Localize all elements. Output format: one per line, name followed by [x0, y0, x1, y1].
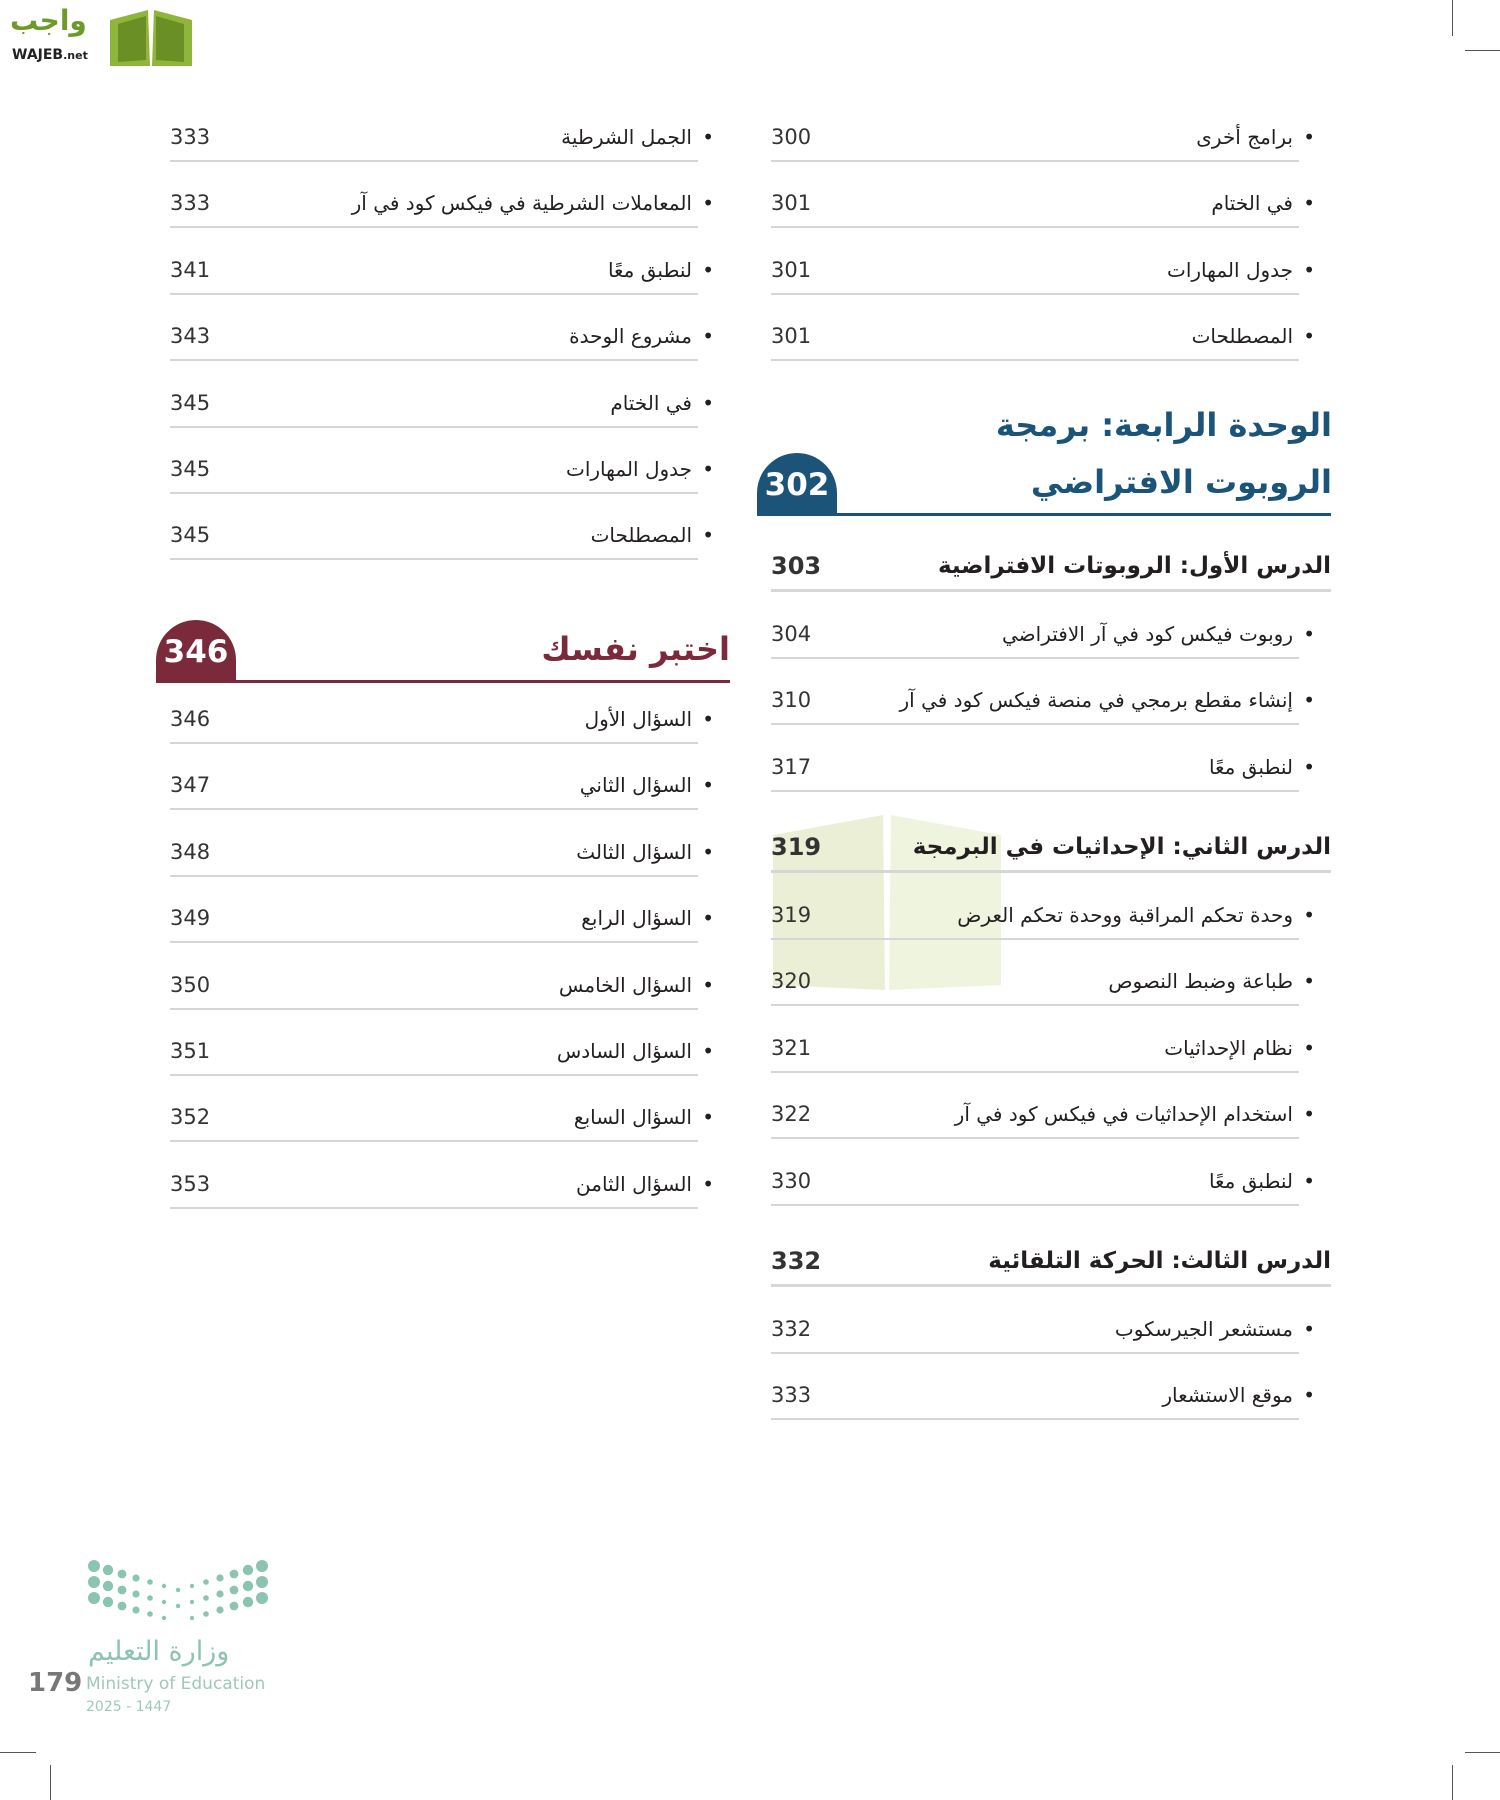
- emblem-dot: [88, 1592, 100, 1604]
- entry-label: السؤال الرابع: [581, 906, 692, 931]
- page-number-ref: 320: [771, 969, 812, 994]
- page-number-ref: 353: [170, 1171, 211, 1196]
- entry-label: في الختام: [610, 390, 692, 415]
- emblem-dot: [103, 1597, 113, 1607]
- entry-label: السؤال الثالث: [576, 839, 692, 864]
- ministry-arabic: وزارة التعليم: [88, 1636, 230, 1667]
- row-divider: [771, 1004, 1299, 1006]
- row-divider: [170, 941, 698, 943]
- toc-entry[interactable]: [170, 704, 714, 744]
- toc-entry[interactable]: [170, 903, 714, 943]
- row-divider: [170, 359, 698, 361]
- entry-label: موقع الاستشعار: [1162, 1383, 1293, 1408]
- page-number-ref: 345: [170, 523, 211, 548]
- page-number-ref: 330: [771, 1168, 812, 1193]
- page-number-ref: 333: [771, 1383, 812, 1408]
- entry-label: جدول المهارات: [1167, 257, 1293, 282]
- page-number-ref: 352: [170, 1105, 211, 1130]
- entry-label: السؤال الأول: [584, 707, 692, 731]
- toc-entry[interactable]: [170, 837, 714, 877]
- emblem-dot: [132, 1590, 139, 1597]
- emblem-dot: [216, 1590, 223, 1597]
- row-divider: [771, 938, 1299, 940]
- bullet-icon: •: [1303, 257, 1315, 282]
- row-divider: [170, 293, 698, 295]
- bullet-icon: •: [702, 457, 714, 481]
- emblem-dot: [88, 1576, 100, 1588]
- page-number-ref: 332: [771, 1317, 812, 1341]
- toc-entry[interactable]: [170, 188, 714, 228]
- entry-label: مشروع الوحدة: [569, 324, 692, 349]
- emblem-dot: [243, 1565, 253, 1575]
- toc-entry[interactable]: [170, 520, 714, 560]
- bullet-icon: •: [702, 191, 714, 216]
- page-number-ref: 350: [170, 972, 211, 997]
- row-divider: [170, 1207, 698, 1209]
- emblem-dot: [216, 1606, 223, 1613]
- bullet-icon: •: [1303, 191, 1315, 216]
- book-icon: [106, 6, 196, 68]
- row-divider: [771, 1352, 1299, 1354]
- row-divider: [170, 1008, 698, 1010]
- lesson-heading[interactable]: [771, 551, 1331, 591]
- emblem-dot: [256, 1576, 268, 1588]
- toc-entry[interactable]: [771, 255, 1315, 295]
- bullet-icon: •: [1303, 1035, 1315, 1060]
- page-number-ref: 301: [771, 257, 812, 282]
- test-underline: [156, 680, 730, 683]
- bullet-icon: •: [702, 257, 714, 282]
- emblem-dot: [147, 1595, 153, 1601]
- entry-label: السؤال الخامس: [558, 972, 692, 997]
- bullet-icon: •: [702, 906, 714, 931]
- page-number-ref: 304: [771, 622, 812, 646]
- toc-entry[interactable]: [170, 454, 714, 494]
- page-number-ref: 348: [170, 839, 211, 864]
- emblem-dot: [176, 1604, 180, 1608]
- page-number: 179: [28, 1668, 83, 1698]
- test-title: اختبر نفسك: [541, 630, 730, 668]
- toc-entry[interactable]: [170, 321, 714, 361]
- emblem-dot: [162, 1616, 166, 1620]
- lesson-heading[interactable]: [771, 832, 1331, 872]
- crop-mark: [1452, 1765, 1453, 1800]
- bullet-icon: •: [702, 390, 714, 415]
- emblem-dot: [118, 1586, 127, 1595]
- bullet-icon: •: [1303, 1102, 1315, 1127]
- page-number-ref: 301: [771, 324, 812, 349]
- toc-entry[interactable]: [771, 966, 1315, 1006]
- page-number-ref: 321: [771, 1035, 812, 1060]
- row-divider: [170, 558, 698, 560]
- page-number-ref: 319: [771, 903, 812, 927]
- unit-title-line1: الوحدة الرابعة: برمجة: [995, 406, 1332, 444]
- toc-entry[interactable]: [771, 619, 1315, 659]
- bullet-icon: •: [702, 839, 714, 864]
- row-divider: [170, 426, 698, 428]
- bullet-icon: •: [1303, 324, 1315, 349]
- entry-label: لنطبق معًا: [607, 257, 692, 282]
- entry-label: لنطبق معًا: [1208, 1168, 1293, 1193]
- row-divider: [771, 1137, 1299, 1139]
- toc-entry[interactable]: [170, 1102, 714, 1142]
- emblem-dot: [243, 1581, 253, 1591]
- toc-entry[interactable]: [771, 1166, 1315, 1206]
- row-divider: [170, 808, 698, 810]
- bullet-icon: •: [1303, 125, 1315, 149]
- toc-entry[interactable]: [771, 122, 1315, 162]
- row-divider: [771, 870, 1331, 873]
- crop-mark: [1465, 50, 1500, 51]
- lesson-title: الدرس الأول: الروبوتات الافتراضية: [937, 553, 1331, 579]
- entry-label: مستشعر الجيرسكوب: [1114, 1317, 1293, 1341]
- logo-latin: WAJEB.net: [12, 47, 88, 63]
- entry-label: السؤال السابع: [573, 1105, 692, 1130]
- emblem-dot: [203, 1611, 209, 1617]
- bullet-icon: •: [702, 707, 714, 731]
- test-page-badge[interactable]: 346: [156, 620, 236, 683]
- row-divider: [771, 1284, 1331, 1287]
- unit-title-line2: الروبوت الافتراضي: [1030, 463, 1332, 501]
- emblem-dot: [103, 1565, 113, 1575]
- entry-label: في الختام: [1211, 191, 1293, 216]
- emblem-dot: [230, 1570, 239, 1579]
- page-number-ref: 345: [170, 390, 211, 415]
- ministry-english: Ministry of Education: [86, 1674, 266, 1694]
- emblem-dot: [230, 1586, 239, 1595]
- page-number-ref: 347: [170, 773, 211, 798]
- emblem-dot: [162, 1584, 166, 1588]
- unit-underline: [757, 513, 1331, 516]
- toc-entry[interactable]: [170, 122, 714, 162]
- row-divider: [771, 657, 1299, 659]
- entry-label: المصطلحات: [1191, 324, 1293, 349]
- toc-entry[interactable]: [170, 970, 714, 1010]
- year: 2025 - 1447: [86, 1699, 172, 1715]
- bullet-icon: •: [702, 1105, 714, 1130]
- row-divider: [771, 226, 1299, 228]
- toc-entry[interactable]: [771, 1314, 1315, 1354]
- entry-label: طباعة وضبط النصوص: [1108, 969, 1293, 994]
- row-divider: [170, 226, 698, 228]
- row-divider: [771, 1418, 1299, 1420]
- page-number-ref: 301: [771, 191, 812, 216]
- page-number-ref: 346: [170, 707, 211, 731]
- toc-entry[interactable]: [170, 1169, 714, 1209]
- lesson-title: الدرس الثالث: الحركة التلقائية: [988, 1248, 1331, 1274]
- page-number-ref: 343: [170, 324, 211, 349]
- row-divider: [771, 160, 1299, 162]
- emblem-dot: [118, 1602, 127, 1611]
- row-divider: [771, 589, 1331, 592]
- page-number-ref: 303: [771, 552, 822, 580]
- toc-entry[interactable]: [771, 1099, 1315, 1139]
- page-number-ref: 341: [170, 257, 211, 282]
- ministry-logo: [86, 1558, 276, 1728]
- emblem-dot: [256, 1560, 268, 1572]
- lesson-heading[interactable]: [771, 1246, 1331, 1286]
- entry-label: جدول المهارات: [566, 457, 692, 481]
- entry-label: برامج أخرى: [1196, 125, 1293, 149]
- emblem-dot: [103, 1581, 113, 1591]
- row-divider: [771, 790, 1299, 792]
- toc-entry[interactable]: [170, 1036, 714, 1076]
- toc-entry[interactable]: [170, 255, 714, 295]
- entry-label: وحدة تحكم المراقبة ووحدة تحكم العرض: [957, 903, 1293, 927]
- row-divider: [771, 723, 1299, 725]
- toc-entry[interactable]: [771, 752, 1315, 792]
- page-number-ref: 319: [771, 833, 822, 861]
- page-number-ref: 322: [771, 1102, 812, 1127]
- bullet-icon: •: [702, 1039, 714, 1063]
- bullet-icon: •: [1303, 1383, 1315, 1408]
- entry-label: السؤال السادس: [556, 1039, 692, 1063]
- emblem-dot: [203, 1595, 209, 1601]
- entry-label: لنطبق معًا: [1208, 754, 1293, 779]
- entry-label: المعاملات الشرطية في فيكس كود في آر: [351, 191, 692, 216]
- entry-label: نظام الإحداثيات: [1164, 1035, 1293, 1060]
- bullet-icon: •: [702, 125, 714, 149]
- toc-entry[interactable]: [771, 321, 1315, 361]
- emblem-dot: [203, 1579, 209, 1585]
- emblem-dot: [88, 1560, 100, 1572]
- page-number-ref: 349: [170, 906, 211, 931]
- row-divider: [170, 1074, 698, 1076]
- page-number-ref: 345: [170, 457, 211, 481]
- bullet-icon: •: [702, 1171, 714, 1196]
- bullet-icon: •: [702, 773, 714, 798]
- toc-entry[interactable]: [771, 900, 1315, 940]
- ministry-dots-emblem: [86, 1558, 270, 1620]
- page-number-ref: 332: [771, 1247, 822, 1275]
- logo-arabic: واجب: [10, 4, 87, 37]
- toc-entry[interactable]: [771, 685, 1315, 725]
- emblem-dot: [243, 1597, 253, 1607]
- row-divider: [771, 293, 1299, 295]
- row-divider: [170, 1140, 698, 1142]
- entry-label: السؤال الثاني: [579, 773, 692, 798]
- row-divider: [170, 875, 698, 877]
- emblem-dot: [256, 1592, 268, 1604]
- lesson-title: الدرس الثاني: الإحداثيات في البرمجة: [912, 834, 1331, 860]
- emblem-dot: [230, 1602, 239, 1611]
- wajeb-logo[interactable]: [10, 4, 190, 68]
- toc-entry[interactable]: [170, 770, 714, 810]
- crop-mark: [1452, 0, 1453, 36]
- entry-label: المصطلحات: [590, 523, 692, 548]
- row-divider: [771, 359, 1299, 361]
- entry-label: إنشاء مقطع برمجي في منصة فيكس كود في آر: [899, 688, 1293, 713]
- crop-mark: [50, 1765, 51, 1800]
- entry-label: استخدام الإحداثيات في فيكس كود في آر: [954, 1102, 1293, 1127]
- toc-entry[interactable]: [771, 1033, 1315, 1073]
- bullet-icon: •: [1303, 969, 1315, 994]
- emblem-dot: [216, 1574, 223, 1581]
- page-number-ref: 351: [170, 1039, 211, 1063]
- page-number-ref: 317: [771, 754, 812, 779]
- row-divider: [771, 1071, 1299, 1073]
- page-number-ref: 300: [771, 125, 812, 149]
- emblem-dot: [162, 1600, 166, 1604]
- bullet-icon: •: [702, 324, 714, 349]
- entry-label: السؤال الثامن: [576, 1171, 692, 1196]
- emblem-dot: [190, 1600, 194, 1604]
- crop-mark: [0, 1752, 36, 1753]
- emblem-dot: [190, 1584, 194, 1588]
- emblem-dot: [118, 1570, 127, 1579]
- row-divider: [170, 160, 698, 162]
- toc-entry[interactable]: [771, 1380, 1315, 1420]
- bullet-icon: •: [702, 972, 714, 997]
- page-number-ref: 310: [771, 688, 812, 713]
- row-divider: [170, 742, 698, 744]
- entry-label: روبوت فيكس كود في آر الافتراضي: [1002, 622, 1293, 646]
- unit-page-badge[interactable]: 302: [757, 453, 837, 516]
- emblem-dot: [132, 1574, 139, 1581]
- page-number-ref: 333: [170, 125, 211, 149]
- bullet-icon: •: [1303, 903, 1315, 927]
- emblem-dot: [147, 1579, 153, 1585]
- toc-entry[interactable]: [170, 388, 714, 428]
- bullet-icon: •: [1303, 1168, 1315, 1193]
- entry-label: الجمل الشرطية: [561, 125, 692, 149]
- emblem-dot: [190, 1616, 194, 1620]
- emblem-dot: [132, 1606, 139, 1613]
- row-divider: [771, 1204, 1299, 1206]
- crop-mark: [1465, 1752, 1500, 1753]
- bullet-icon: •: [1303, 622, 1315, 646]
- bullet-icon: •: [1303, 754, 1315, 779]
- bullet-icon: •: [702, 523, 714, 548]
- bullet-icon: •: [1303, 688, 1315, 713]
- bullet-icon: •: [1303, 1317, 1315, 1341]
- emblem-dot: [176, 1588, 180, 1592]
- row-divider: [170, 492, 698, 494]
- emblem-dot: [147, 1611, 153, 1617]
- page-number-ref: 333: [170, 191, 211, 216]
- toc-entry[interactable]: [771, 188, 1315, 228]
